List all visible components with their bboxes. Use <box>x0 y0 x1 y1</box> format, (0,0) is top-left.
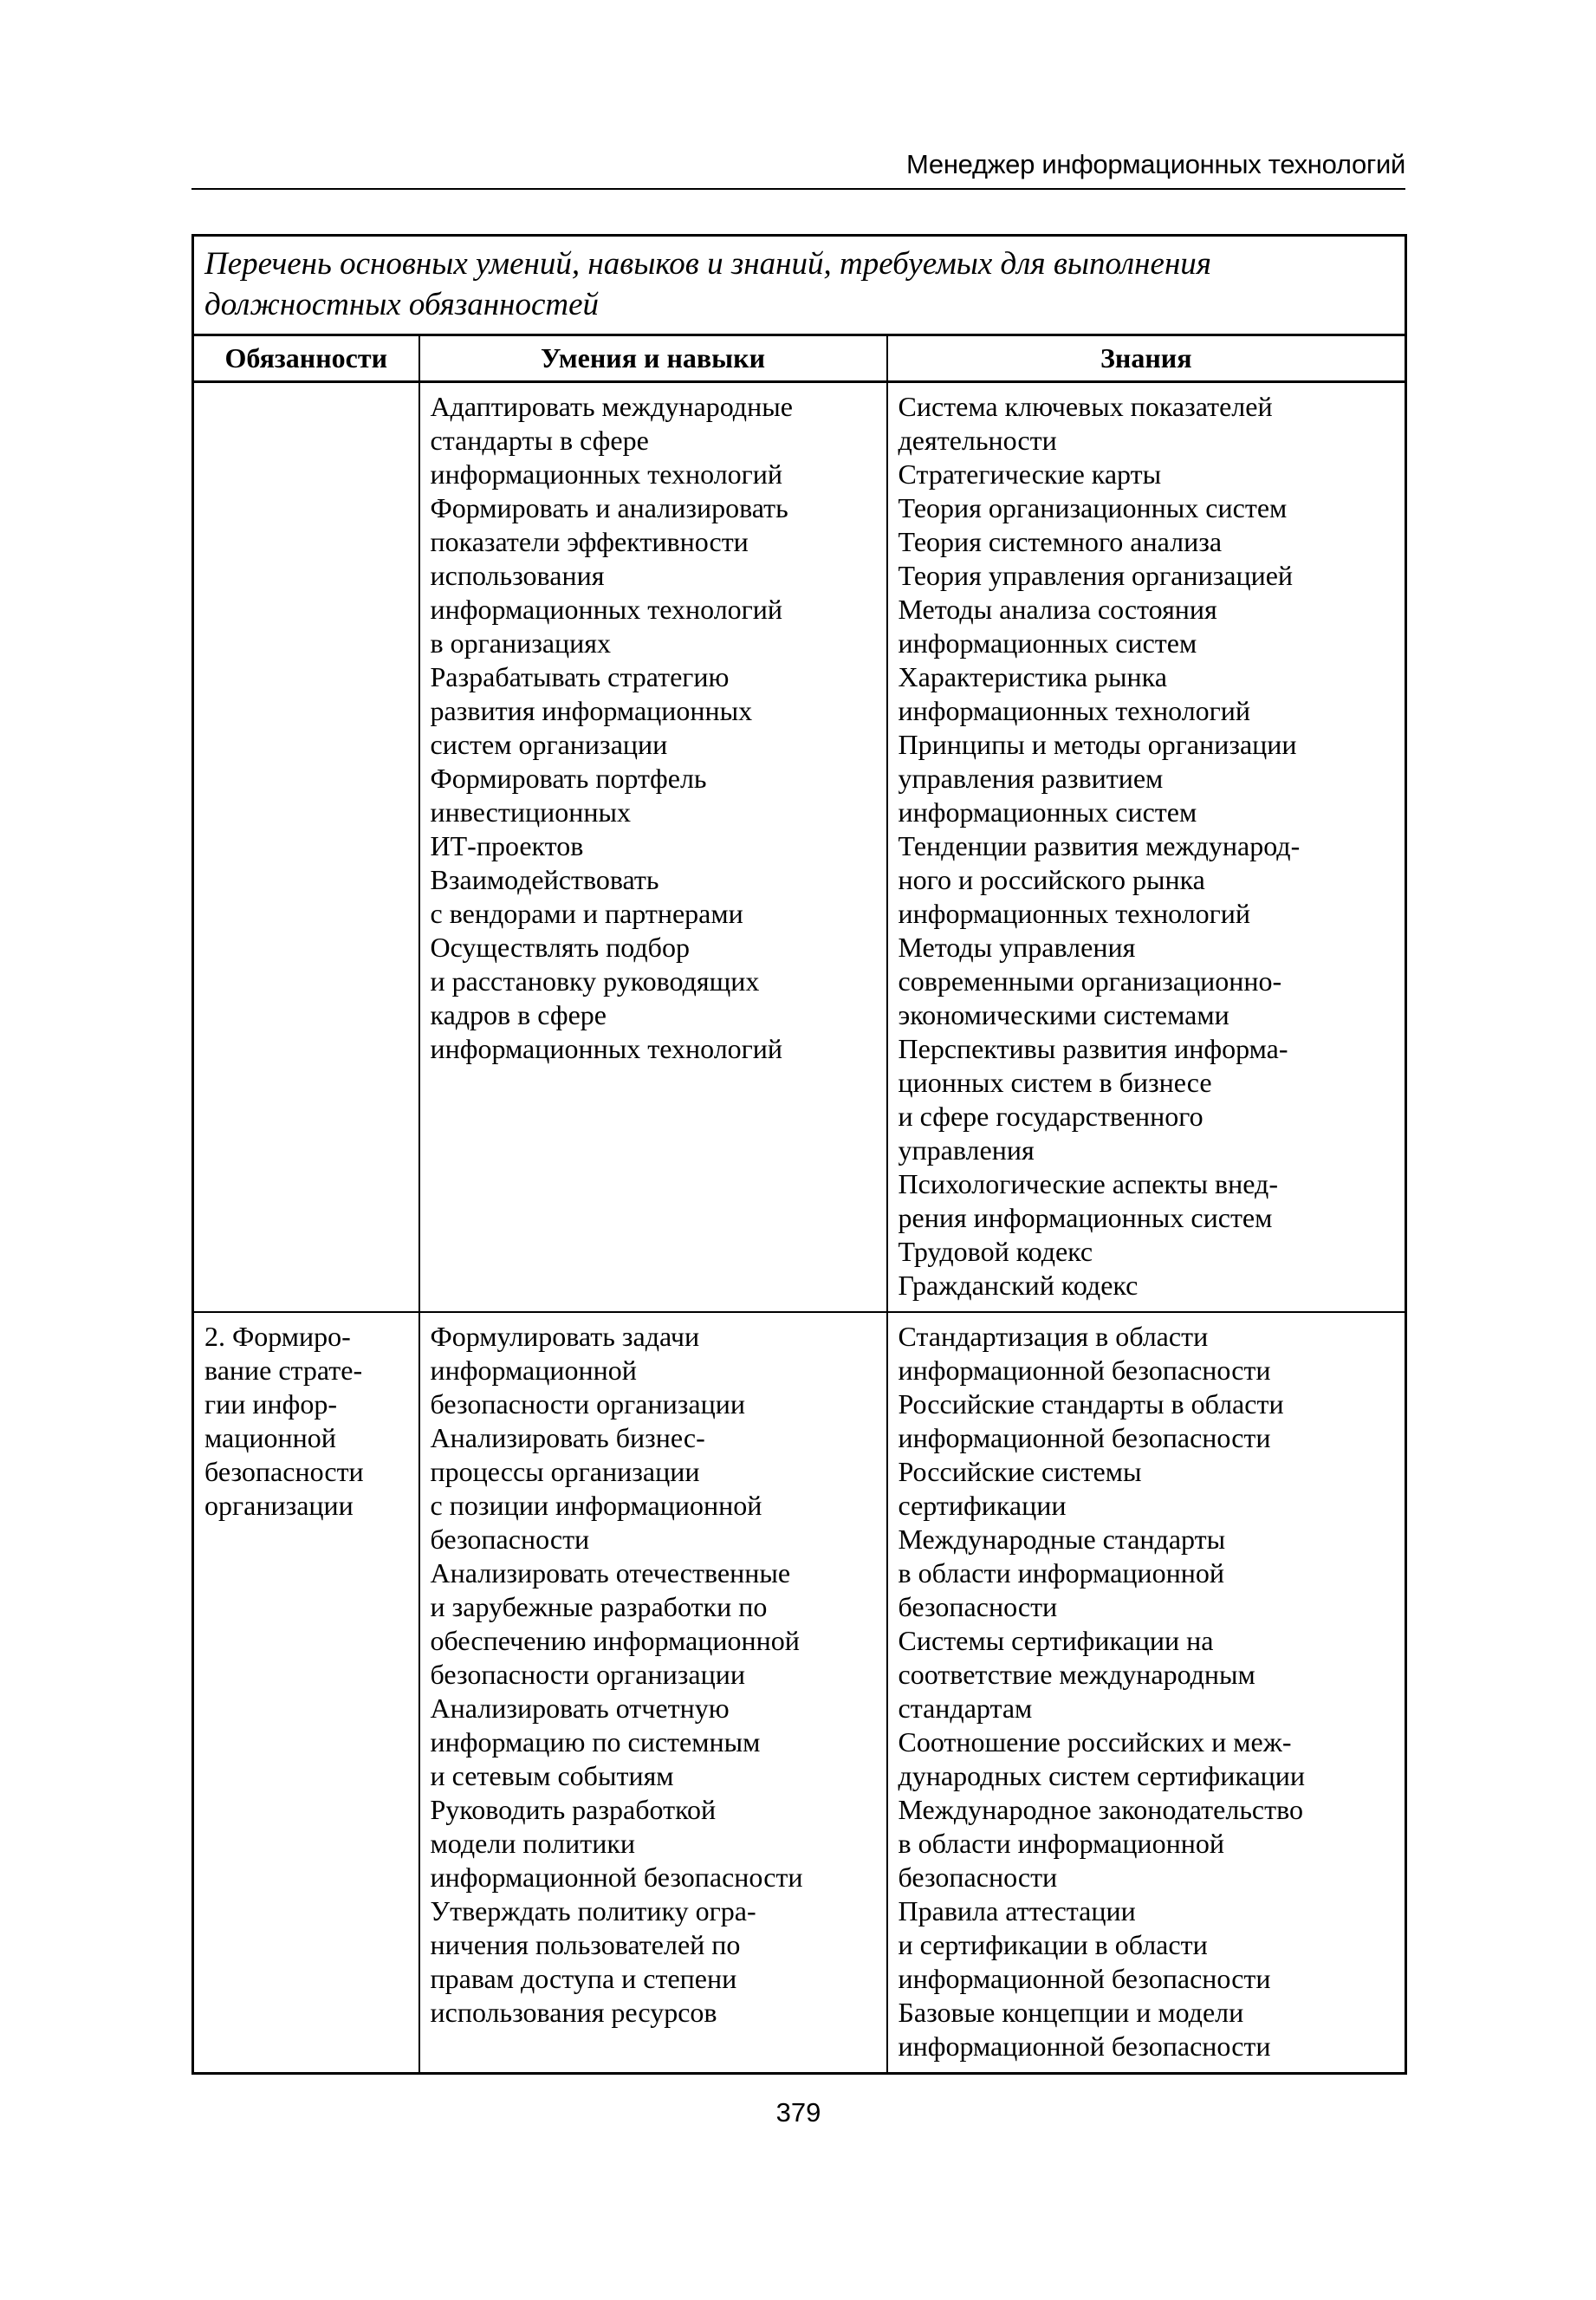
column-header-skills: Умения и навыки <box>419 335 887 382</box>
text-line: ничения пользователей по <box>430 1929 741 1960</box>
text-line: ИТ-проектов <box>430 830 584 861</box>
text-line: рения информационных систем <box>898 1202 1273 1233</box>
text-line: мационной <box>204 1422 336 1453</box>
table-caption <box>193 236 1406 335</box>
caption-row <box>193 236 1406 335</box>
text-line: Утверждать политику огра- <box>430 1895 756 1926</box>
text-line: Разрабатывать стратегию <box>430 661 730 692</box>
text-line: и сфере государственного <box>898 1101 1203 1132</box>
text-line: развития информационных <box>430 695 753 726</box>
text-line: систем организации <box>430 729 668 760</box>
text-line: Анализировать бизнес- <box>430 1422 705 1453</box>
cell-skills <box>419 382 887 1313</box>
text-line: Соотношение российских и меж- <box>898 1726 1292 1757</box>
text-line: использования ресурсов <box>430 1997 717 2028</box>
text-line: в области информационной <box>898 1557 1224 1589</box>
cell-duties <box>193 1312 419 2074</box>
text-line: Перспективы развития информа- <box>898 1033 1288 1064</box>
text-line: Анализировать отчетную <box>430 1693 730 1724</box>
text-line: информационных технологий <box>898 695 1251 726</box>
text-line: стандартам <box>898 1693 1033 1724</box>
text-line: Система ключевых показателей <box>898 391 1273 422</box>
text-line: информационных технологий <box>430 1033 783 1064</box>
text-line: Осуществлять подбор <box>430 932 690 963</box>
text-line: и сертификации в области <box>898 1929 1208 1960</box>
text-line: использования <box>430 560 605 591</box>
text-line: ционных систем в бизнесе <box>898 1067 1212 1098</box>
text-line: Адаптировать международные <box>430 391 793 422</box>
text-line: Методы управления <box>898 932 1136 963</box>
text-line: в области информационной <box>898 1828 1224 1859</box>
text-line: Правила аттестации <box>898 1895 1136 1926</box>
text-line: безопасности организации <box>430 1659 745 1690</box>
text-line: Тенденции развития международ- <box>898 830 1301 861</box>
text-line: Системы сертификации на <box>898 1625 1214 1656</box>
text-line: Российские системы <box>898 1456 1142 1487</box>
text-line: безопасности <box>430 1524 590 1555</box>
text-line: с вендорами и партнерами <box>430 898 743 929</box>
text-line: соответствие международным <box>898 1659 1255 1690</box>
page-content <box>191 0 1405 2128</box>
text-line: Перечень основных умений, навыков и знаний, требуемых для выполнения <box>204 246 1211 282</box>
cell-duties <box>193 382 419 1313</box>
text-line: информационных технологий <box>430 458 783 490</box>
text-line: информационной <box>430 1355 637 1386</box>
text-line: безопасности <box>898 1591 1058 1622</box>
text-line: 2. Формиро- <box>204 1321 351 1352</box>
text-line: дународных систем сертификации <box>898 1760 1306 1791</box>
text-line: информационной безопасности <box>898 1963 1271 1994</box>
text-line: модели политики <box>430 1828 635 1859</box>
text-line: Теория управления организацией <box>898 560 1294 591</box>
text-line: Российские стандарты в области <box>898 1388 1284 1420</box>
text-line: Методы анализа состояния <box>898 594 1217 625</box>
text-line: информационной безопасности <box>898 1355 1271 1386</box>
column-header-knowledge: Знания <box>887 335 1406 382</box>
text-line: управления <box>898 1134 1035 1166</box>
text-line: Принципы и методы организации <box>898 729 1297 760</box>
text-line: информационных технологий <box>430 594 783 625</box>
text-line: организации <box>204 1490 354 1521</box>
text-line: кадров в сфере <box>430 999 607 1030</box>
text-line: Характеристика рынка <box>898 661 1167 692</box>
text-line: информационных систем <box>898 627 1197 659</box>
page-number: 379 <box>775 2097 821 2128</box>
text-line: информационных технологий <box>898 898 1251 929</box>
text-line: Руководить разработкой <box>430 1794 717 1825</box>
text-line: информацию по системным <box>430 1726 761 1757</box>
text-line: ного и российского рынка <box>898 864 1205 895</box>
text-line: процессы организации <box>430 1456 700 1487</box>
text-line: показатели эффективности <box>430 526 749 557</box>
text-line: экономическими системами <box>898 999 1229 1030</box>
text-line: безопасности <box>204 1456 364 1487</box>
text-line: стандарты в сфере <box>430 425 649 456</box>
table-row <box>193 382 1406 1313</box>
cell-knowledge <box>887 1312 1406 2074</box>
text-line: гии инфор- <box>204 1388 338 1420</box>
text-line: Базовые концепции и модели <box>898 1997 1244 2028</box>
text-line: безопасности <box>898 1861 1058 1893</box>
text-line: Международное законодательство <box>898 1794 1303 1825</box>
text-line: Теория организационных систем <box>898 492 1288 523</box>
text-line: Анализировать отечественные <box>430 1557 791 1589</box>
text-line: вание страте- <box>204 1355 363 1386</box>
text-line: Трудовой кодекс <box>898 1236 1093 1267</box>
text-line: Формировать портфель <box>430 763 707 794</box>
text-line: информационных систем <box>898 796 1197 828</box>
text-line: Психологические аспекты внед- <box>898 1168 1278 1199</box>
text-line: и зарубежные разработки по <box>430 1591 768 1622</box>
text-line: в организациях <box>430 627 611 659</box>
text-line: инвестиционных <box>430 796 631 828</box>
column-header-duties: Обязанности <box>193 335 419 382</box>
text-line: сертификации <box>898 1490 1067 1521</box>
cell-knowledge <box>887 382 1406 1313</box>
text-line: с позиции информационной <box>430 1490 762 1521</box>
table-row <box>193 1312 1406 2074</box>
text-line: информационной безопасности <box>430 1861 803 1893</box>
text-line: Формировать и анализировать <box>430 492 788 523</box>
text-line: Гражданский кодекс <box>898 1270 1139 1301</box>
text-line: Взаимодействовать <box>430 864 659 895</box>
cell-skills <box>419 1312 887 2074</box>
text-line: Стандартизация в области <box>898 1321 1209 1352</box>
duties-skills-knowledge-table <box>191 234 1407 2075</box>
text-line: и расстановку руководящих <box>430 965 760 997</box>
text-line: информационной безопасности <box>898 1422 1271 1453</box>
text-line: обеспечению информационной <box>430 1625 800 1656</box>
text-line: Теория системного анализа <box>898 526 1223 557</box>
text-line: безопасности организации <box>430 1388 745 1420</box>
text-line: Формулировать задачи <box>430 1321 700 1352</box>
text-line: современными организационно- <box>898 965 1282 997</box>
text-line: управления развитием <box>898 763 1164 794</box>
text-line: Стратегические карты <box>898 458 1162 490</box>
text-line: и сетевым событиям <box>430 1760 674 1791</box>
text-line: информационной безопасности <box>898 2030 1271 2062</box>
text-line: деятельности <box>898 425 1057 456</box>
header-row <box>193 335 1406 382</box>
text-line: должностных обязанностей <box>204 287 600 322</box>
running-header: Менеджер информационных технологий <box>191 149 1405 190</box>
text-line: правам доступа и степени <box>430 1963 737 1994</box>
text-line: Международные стандарты <box>898 1524 1226 1555</box>
